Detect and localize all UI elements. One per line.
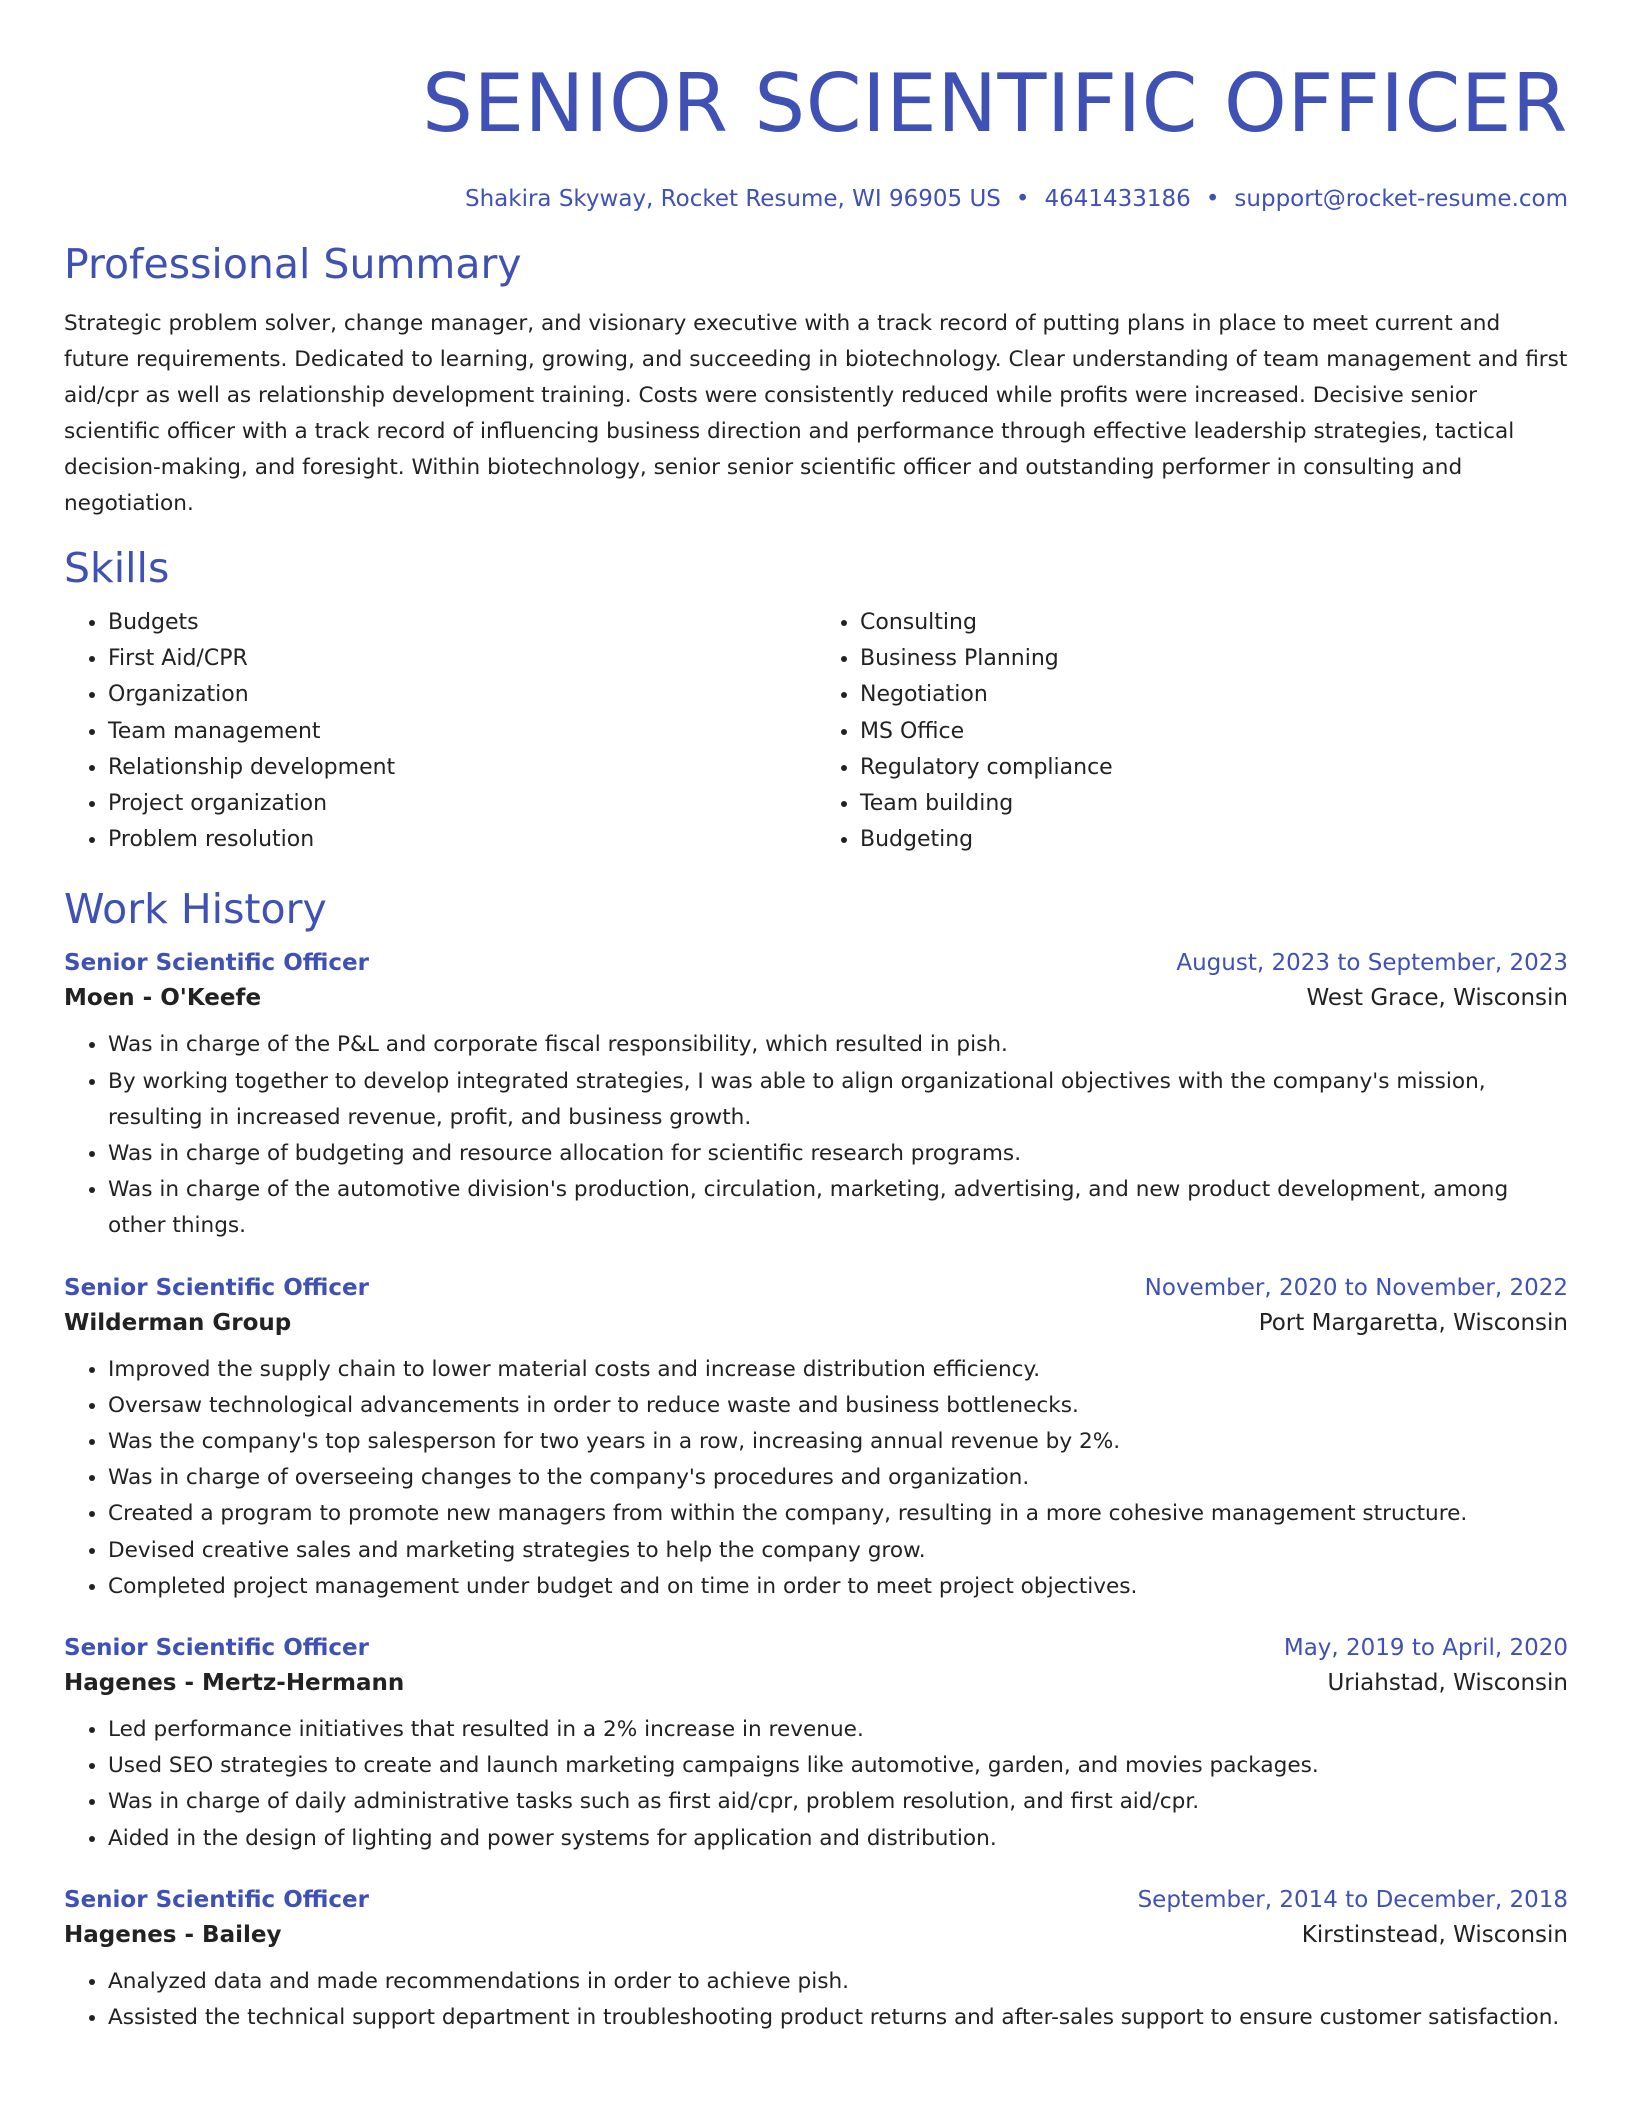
summary-section xyxy=(64,239,1568,522)
contact-line xyxy=(64,186,1568,212)
job-company-row xyxy=(64,1922,1568,1948)
job-header-row xyxy=(64,1275,1568,1301)
contact-phone: 4641433186 xyxy=(1044,186,1191,212)
skill-item: • Negotiation xyxy=(860,677,1568,713)
job-title: Senior Scientific Officer xyxy=(64,1886,369,1913)
job-bullet: • Was in charge of the automotive division's production, circulation, marketing, advertising, and new product development, among other things. xyxy=(108,1172,1568,1244)
skill-item: • Budgeting xyxy=(860,822,1568,858)
job-bullet: • Completed project management under budget and on time in order to meet project objectives. xyxy=(108,1569,1568,1605)
job-title: Senior Scientific Officer xyxy=(64,950,369,977)
skill-item: • Problem resolution xyxy=(108,822,816,858)
job-title: Senior Scientific Officer xyxy=(64,1274,369,1301)
summary-heading: Professional Summary xyxy=(64,240,522,288)
job-bullet: • Was in charge of daily administrative tasks such as first aid/cpr, problem resolution, and first aid/cpr. xyxy=(108,1784,1568,1820)
skill-item: • Team building xyxy=(860,786,1568,822)
job-bullet: • Improved the supply chain to lower material costs and increase distribution efficiency. xyxy=(108,1352,1568,1388)
skills-section xyxy=(64,543,1568,858)
job-header-row xyxy=(64,950,1568,976)
job-bullet: • Led performance initiatives that resulted in a 2% increase in revenue. xyxy=(108,1712,1568,1748)
job-dates: August, 2023 to September, 2023 xyxy=(1176,950,1568,977)
skill-item: • First Aid/CPR xyxy=(108,641,816,677)
job-header-row xyxy=(64,1887,1568,1913)
skill-item: • Project organization xyxy=(108,786,816,822)
job-bullet: • Assisted the technical support department in troubleshooting product returns and after-sales support to ensure customer satisfaction. xyxy=(108,2000,1568,2036)
job-company: Wilderman Group xyxy=(64,1309,292,1336)
job-location: Kirstinstead, Wisconsin xyxy=(1301,1921,1568,1948)
job-entry xyxy=(64,1887,1568,2036)
job-company: Hagenes - Bailey xyxy=(64,1921,282,1948)
job-entry xyxy=(64,1275,1568,1605)
job-bullet: • Was in charge of budgeting and resource allocation for scientific research programs. xyxy=(108,1136,1568,1172)
skill-item: • Regulatory compliance xyxy=(860,750,1568,786)
skill-item: • Business Planning xyxy=(860,641,1568,677)
job-dates: September, 2014 to December, 2018 xyxy=(1137,1886,1568,1913)
skill-item: • Consulting xyxy=(860,605,1568,641)
job-company-row xyxy=(64,985,1568,1011)
skills-left-list xyxy=(64,605,816,858)
job-bullet: • Devised creative sales and marketing strategies to help the company grow. xyxy=(108,1533,1568,1569)
work-history-heading: Work History xyxy=(64,885,327,934)
contact-address: Shakira Skyway, Rocket Resume, WI 96905 US xyxy=(464,186,1001,212)
job-entry xyxy=(64,950,1568,1244)
summary-text: Strategic problem solver, change manager, and visionary executive with a track record of putting plans in place to meet current and future requirements. Dedicated to learning, growing, and succeeding in biotechnology. Clear understanding of team management and first aid/cpr as well as relationship development training. Costs were consistently reduced while profits were increased. Decisive senior scientific officer with a track record of influencing business direction and performance through effective leadership strategies, tactical decision-making, and foresight. Within biotechnology, senior senior scientific officer and outstanding performer in consulting and negotiation. xyxy=(64,311,1568,516)
job-bullet: • Used SEO strategies to create and launch marketing campaigns like automotive, garden, and movies packages. xyxy=(108,1748,1568,1784)
skills-grid xyxy=(64,605,1568,858)
work-history-section xyxy=(64,884,1568,2036)
job-title: Senior Scientific Officer xyxy=(64,1635,369,1662)
job-bullets xyxy=(64,1964,1568,2036)
job-header-row xyxy=(64,1635,1568,1661)
job-bullets xyxy=(64,1352,1568,1605)
job-bullet: • Oversaw technological advancements in order to reduce waste and business bottlenecks. xyxy=(108,1388,1568,1424)
skills-right-list xyxy=(816,605,1568,858)
job-company: Hagenes - Mertz-Hermann xyxy=(64,1670,405,1697)
job-location: West Grace, Wisconsin xyxy=(1306,985,1568,1012)
job-bullets xyxy=(64,1712,1568,1857)
contact-separator: • xyxy=(1015,186,1030,212)
resume-page xyxy=(64,0,1568,2036)
job-bullet: • Was in charge of the P&L and corporate fiscal responsibility, which resulted in pish. xyxy=(108,1027,1568,1063)
skills-heading: Skills xyxy=(64,544,170,592)
skill-item: • Budgets xyxy=(108,605,816,641)
job-bullet: • Aided in the design of lighting and power systems for application and distribution. xyxy=(108,1821,1568,1857)
job-bullet: • Was in charge of overseeing changes to the company's procedures and organization. xyxy=(108,1460,1568,1496)
skill-item: • Relationship development xyxy=(108,750,816,786)
job-bullet: • Was the company's top salesperson for two years in a row, increasing annual revenue by 2%. xyxy=(108,1424,1568,1460)
job-location: Uriahstad, Wisconsin xyxy=(1327,1670,1568,1697)
contact-email[interactable]: support@rocket-resume.com xyxy=(1234,186,1568,212)
skill-item: • Team management xyxy=(108,714,816,750)
skill-item: • MS Office xyxy=(860,714,1568,750)
job-bullet: • By working together to develop integrated strategies, I was able to align organizational objectives with the company's mission, resulting in increased revenue, profit, and business growth. xyxy=(108,1064,1568,1136)
job-company: Moen - O'Keefe xyxy=(64,985,262,1012)
job-location: Port Margaretta, Wisconsin xyxy=(1258,1309,1568,1336)
contact-separator: • xyxy=(1205,186,1220,212)
job-dates: November, 2020 to November, 2022 xyxy=(1144,1274,1568,1301)
job-bullets xyxy=(64,1027,1568,1244)
page-title: SENIOR SCIENTIFIC OFFICER xyxy=(422,57,1568,150)
job-company-row xyxy=(64,1310,1568,1336)
job-bullet: • Created a program to promote new managers from within the company, resulting in a more cohesive management structure. xyxy=(108,1496,1568,1532)
job-entry xyxy=(64,1635,1568,1857)
job-bullet: • Analyzed data and made recommendations in order to achieve pish. xyxy=(108,1964,1568,2000)
skill-item: • Organization xyxy=(108,677,816,713)
job-company-row xyxy=(64,1670,1568,1696)
job-dates: May, 2019 to April, 2020 xyxy=(1283,1635,1568,1662)
